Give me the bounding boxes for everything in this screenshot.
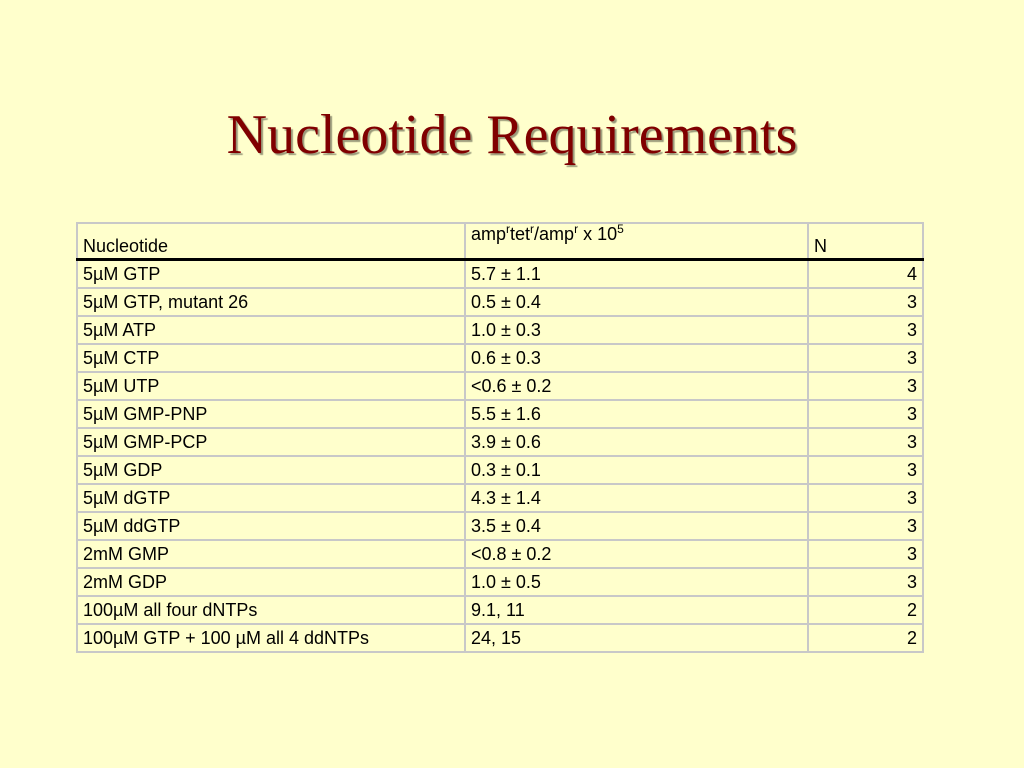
table-row — [77, 540, 923, 568]
header-ratio-sup-a: r — [506, 223, 511, 236]
cell-nucleotide: 100µM all four dNTPs — [77, 596, 465, 624]
table-row — [77, 624, 923, 652]
cell-ratio: 3.5 ± 0.4 — [465, 512, 808, 540]
cell-nucleotide: 5µM ddGTP — [77, 512, 465, 540]
table-row — [77, 344, 923, 372]
cell-n: 3 — [808, 540, 923, 568]
cell-n: 4 — [808, 260, 923, 289]
cell-n: 2 — [808, 596, 923, 624]
nucleotide-table — [76, 222, 924, 653]
cell-ratio: 24, 15 — [465, 624, 808, 652]
cell-nucleotide: 5µM GMP-PCP — [77, 428, 465, 456]
cell-nucleotide: 5µM GTP, mutant 26 — [77, 288, 465, 316]
header-ratio-part-b: tet — [510, 224, 531, 244]
cell-nucleotide: 5µM GDP — [77, 456, 465, 484]
cell-nucleotide: 5µM GMP-PNP — [77, 400, 465, 428]
cell-ratio: <0.6 ± 0.2 — [465, 372, 808, 400]
cell-ratio: 3.9 ± 0.6 — [465, 428, 808, 456]
cell-ratio: 0.6 ± 0.3 — [465, 344, 808, 372]
table-row — [77, 316, 923, 344]
cell-nucleotide: 100µM GTP + 100 µM all 4 ddNTPs — [77, 624, 465, 652]
table-row — [77, 512, 923, 540]
table-header-row — [77, 223, 923, 260]
cell-n: 3 — [808, 344, 923, 372]
cell-ratio: 0.3 ± 0.1 — [465, 456, 808, 484]
table-row — [77, 484, 923, 512]
table-row — [77, 400, 923, 428]
header-ratio-sup-c: r — [574, 223, 579, 236]
header-ratio — [465, 223, 808, 260]
cell-n: 3 — [808, 316, 923, 344]
cell-ratio: 0.5 ± 0.4 — [465, 288, 808, 316]
table-row — [77, 260, 923, 289]
header-n: N — [808, 223, 923, 260]
header-nucleotide: Nucleotide — [77, 223, 465, 260]
header-ratio-sup-b: r — [530, 223, 535, 236]
header-ratio-sup-d: 5 — [617, 223, 624, 236]
header-ratio-part-c: /amp — [534, 224, 575, 244]
cell-nucleotide: 5µM dGTP — [77, 484, 465, 512]
table-row — [77, 568, 923, 596]
cell-ratio: <0.8 ± 0.2 — [465, 540, 808, 568]
cell-nucleotide: 5µM UTP — [77, 372, 465, 400]
table-body — [77, 260, 923, 653]
table-row — [77, 428, 923, 456]
table-row — [77, 456, 923, 484]
cell-n: 3 — [808, 288, 923, 316]
cell-n: 3 — [808, 400, 923, 428]
table-row — [77, 372, 923, 400]
cell-n: 3 — [808, 456, 923, 484]
cell-ratio: 4.3 ± 1.4 — [465, 484, 808, 512]
header-ratio-part-a: amp — [471, 224, 507, 244]
table-row — [77, 288, 923, 316]
cell-nucleotide: 5µM ATP — [77, 316, 465, 344]
cell-nucleotide: 2mM GMP — [77, 540, 465, 568]
cell-n: 3 — [808, 484, 923, 512]
cell-ratio: 5.5 ± 1.6 — [465, 400, 808, 428]
cell-nucleotide: 5µM GTP — [77, 260, 465, 289]
cell-nucleotide: 5µM CTP — [77, 344, 465, 372]
header-ratio-part-d: x 10 — [578, 224, 618, 244]
cell-ratio: 9.1, 11 — [465, 596, 808, 624]
cell-nucleotide: 2mM GDP — [77, 568, 465, 596]
table-row — [77, 596, 923, 624]
cell-n: 3 — [808, 428, 923, 456]
cell-ratio: 1.0 ± 0.5 — [465, 568, 808, 596]
cell-n: 2 — [808, 624, 923, 652]
slide-title: Nucleotide Requirements — [226, 104, 798, 166]
cell-n: 3 — [808, 568, 923, 596]
cell-n: 3 — [808, 372, 923, 400]
cell-n: 3 — [808, 512, 923, 540]
cell-ratio: 5.7 ± 1.1 — [465, 260, 808, 289]
cell-ratio: 1.0 ± 0.3 — [465, 316, 808, 344]
